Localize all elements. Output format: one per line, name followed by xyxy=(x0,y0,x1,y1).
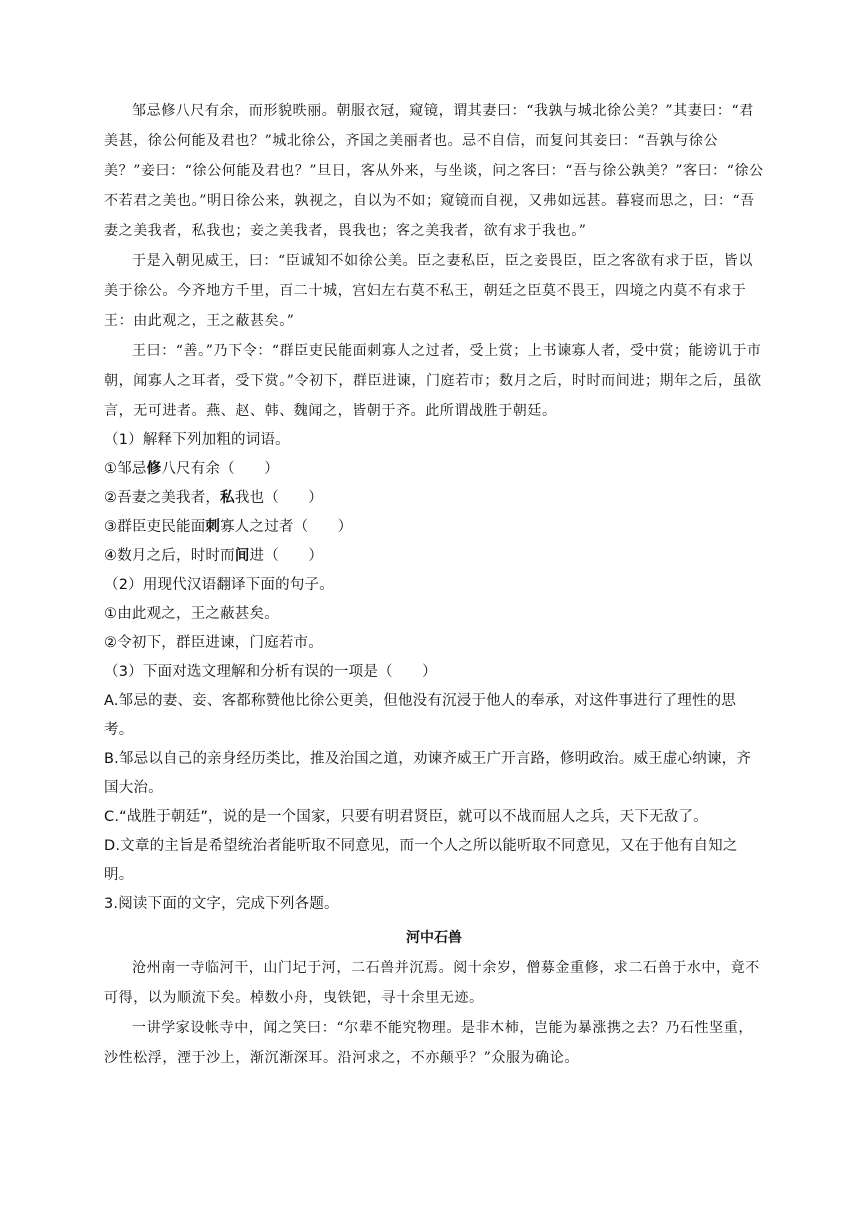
question-1-item-4: ④数月之后，时时而间进（ ） xyxy=(104,548,324,564)
question-3-option-d: D.文章的主旨是希望统治者能听取不同意见，而一个人之所以能听取不同意见，又在于他有自知之明。 xyxy=(104,838,738,883)
passage-paragraph-3: 王曰：“善。”乃下令：“群臣吏民能面刺寡人之过者，受上赏；上书谏寡人者，受中赏；能谤讥于市朝，闻寡人之耳者，受下赏。”令初下，群臣进谏，门庭若市；数月之后，时时而间进；期年之后，虽欲言，无可进者。燕、赵、韩、魏闻之，皆朝于齐。此所谓战胜于朝廷。 xyxy=(104,343,762,419)
passage-2-paragraph-2: 一讲学家设帐寺中，闻之笑曰：“尔辈不能究物理。是非木杮，岂能为暴涨携之去？乃石性坚重，沙性松浮，湮于沙上，渐沉渐深耳。沿河求之，不亦颠乎？”众服为确论。 xyxy=(104,1020,753,1066)
question-3-option-a: A.邹忌的妻、妾、客都称赞他比徐公更美，但他没有沉浸于他人的奉承，对这件事进行了理性的思考。 xyxy=(104,693,737,738)
question-1-stem: （1）解释下列加粗的词语。 xyxy=(104,432,290,448)
question-3-option-b: B.邹忌以自己的亲身经历类比，推及治国之道，劝谏齐威王广开言路，修明政治。威王虚心纳谏，齐国大治。 xyxy=(104,751,752,796)
question-3-stem: （3）下面对选文理解和分析有误的一项是（ ） xyxy=(104,664,437,680)
question-3-option-c: C.“战胜于朝廷”，说的是一个国家，只要有明君贤臣，就可以不战而屈人之兵，天下无敌了。 xyxy=(104,809,708,825)
question-1-item-1: ①邹忌修八尺有余（ ） xyxy=(104,461,279,477)
question-2-stem: （2）用现代汉语翻译下面的句子。 xyxy=(104,577,334,593)
question-1-item-2: ②吾妻之美我者，私我也（ ） xyxy=(104,490,324,506)
passage-paragraph-1: 邹忌修八尺有余，而形貌昳丽。朝服衣冠，窥镜，谓其妻曰：“我孰与城北徐公美？”其妻曰：“君美甚，徐公何能及君也？”城北徐公，齐国之美丽者也。忌不自信，而复问其妾曰：“吾孰与徐公美？”妾曰：“徐公何能及君也？”旦日，客从外来，与坐谈，问之客曰：“吾与徐公孰美？”客曰：“徐公不若君之美也。”明日徐公来，孰视之，自以为不如；窥镜而自视，又弗如远甚。暮寝而思之，曰：“吾妻之美我者，私我也；妾之美我者，畏我也；客之美我者，欲有求于我也。” xyxy=(104,103,764,239)
passage-paragraph-2: 于是入朝见威王，曰：“臣诚知不如徐公美。臣之妻私臣，臣之妾畏臣，臣之客欲有求于臣，皆以美于徐公。今齐地方千里，百二十城，宫妇左右莫不私王，朝廷之臣莫不畏王，四境之内莫不有求于王：由此观之，王之蔽甚矣。” xyxy=(104,253,753,329)
question-2-sentence-2: ②令初下，群臣进谏，门庭若市。 xyxy=(104,635,323,651)
question-2-sentence-1: ①由此观之，王之蔽甚矣。 xyxy=(104,606,279,622)
section-3-heading: 3.阅读下面的文字，完成下列各题。 xyxy=(104,896,339,912)
passage-title: 河中石兽 xyxy=(406,930,462,946)
question-1-item-3: ③群臣吏民能面刺寡人之过者（ ） xyxy=(104,519,353,535)
passage-2-paragraph-1: 沧州南一寺临河干，山门圮于河，二石兽并沉焉。阅十余岁，僧募金重修，求二石兽于水中，竟不可得，以为顺流下矣。棹数小舟，曳铁钯，寻十余里无迹。 xyxy=(104,960,760,1006)
document-content xyxy=(104,96,764,1073)
